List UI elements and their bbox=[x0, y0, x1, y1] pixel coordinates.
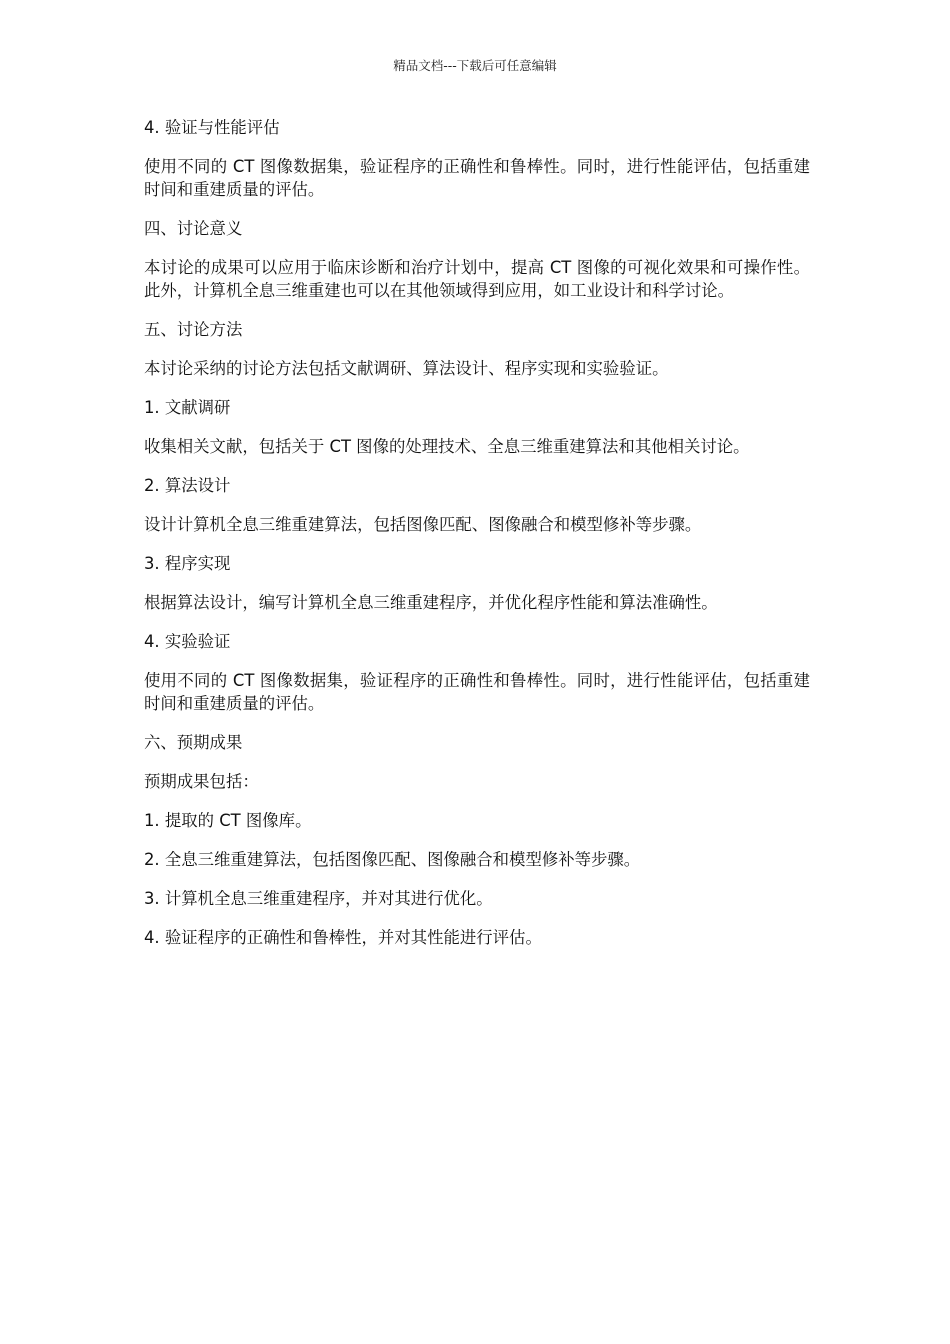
body-paragraph: 本讨论采纳的讨论方法包括文献调研、算法设计、程序实现和实验验证。 bbox=[144, 359, 669, 378]
list-item: 1. 提取的 CT 图像库。 bbox=[144, 811, 312, 830]
body-paragraph: 本讨论的成果可以应用于临床诊断和治疗计划中，提高 CT 图像的可视化效果和可操作性。此外，计算机全息三维重建也可以在其他领域得到应用，如工业设计和科学讨论。 bbox=[144, 258, 810, 300]
body-paragraph: 使用不同的 CT 图像数据集，验证程序的正确性和鲁棒性。同时，进行性能评估，包括重建时间和重建质量的评估。 bbox=[144, 671, 810, 713]
page-header: 精品文档---下载后可任意编辑 bbox=[393, 58, 557, 73]
section-heading: 五、讨论方法 bbox=[144, 320, 243, 339]
section-heading: 1. 文献调研 bbox=[144, 398, 231, 417]
body-paragraph: 预期成果包括： bbox=[144, 772, 259, 791]
body-paragraph: 收集相关文献，包括关于 CT 图像的处理技术、全息三维重建算法和其他相关讨论。 bbox=[144, 437, 750, 456]
body-paragraph: 设计计算机全息三维重建算法，包括图像匹配、图像融合和模型修补等步骤。 bbox=[144, 515, 702, 534]
section-heading: 六、预期成果 bbox=[144, 733, 243, 752]
section-heading: 四、讨论意义 bbox=[144, 219, 243, 238]
list-item: 3. 计算机全息三维重建程序，并对其进行优化。 bbox=[144, 889, 493, 908]
list-item: 2. 全息三维重建算法，包括图像匹配、图像融合和模型修补等步骤。 bbox=[144, 850, 641, 869]
body-paragraph: 根据算法设计，编写计算机全息三维重建程序，并优化程序性能和算法准确性。 bbox=[144, 593, 718, 612]
section-heading: 2. 算法设计 bbox=[144, 476, 231, 495]
section-heading: 4. 验证与性能评估 bbox=[144, 118, 280, 137]
body-paragraph: 使用不同的 CT 图像数据集，验证程序的正确性和鲁棒性。同时，进行性能评估，包括重建时间和重建质量的评估。 bbox=[144, 157, 810, 199]
document-body bbox=[144, 116, 810, 965]
section-heading: 4. 实验验证 bbox=[144, 632, 231, 651]
section-heading: 3. 程序实现 bbox=[144, 554, 231, 573]
list-item: 4. 验证程序的正确性和鲁棒性，并对其性能进行评估。 bbox=[144, 928, 542, 947]
